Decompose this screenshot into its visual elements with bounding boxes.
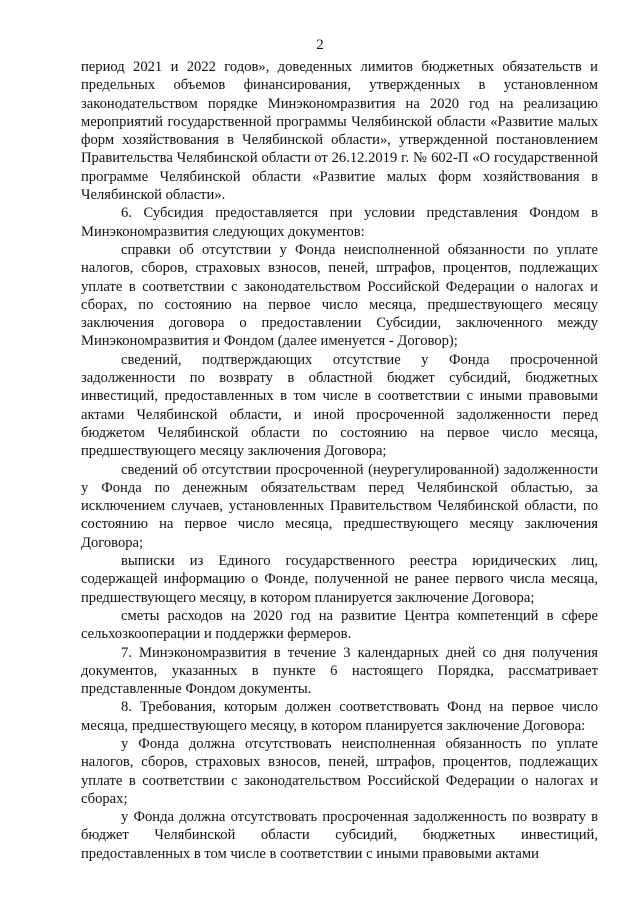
paragraph-expense-estimate: сметы расходов на 2020 год на развитие Центра компетенций в сфере сельхозкооперации и поддержки фермеров. bbox=[81, 607, 598, 643]
paragraph-item-7: 7. Минэкономразвития в течение 3 календарных дней со дня получения документов, указанных в пункте 6 настоящего Порядка, рассматривает представленные Фондом документы. bbox=[81, 644, 598, 698]
page-number: 2 bbox=[316, 37, 324, 53]
paragraph-budget-debt-requirement: у Фонда должна отсутствовать просроченная задолженность по возврату в бюджет Челябинской области субсидий, бюджетных инвестиций, предоставленных в том числе в соответствии с иными правовыми актами bbox=[81, 809, 598, 862]
paragraph-continuation: период 2021 и 2022 годов», доведенных лимитов бюджетных обязательств и предельных объемов финансирования, утвержденных в установленном законодательством порядке Минэкономразвития на 2020 год на реализацию мероприятий государственной программы Челябинской области «Развитие малых форм хозяйствования в Челябинской области», утвержденной постановлением Правительства Челябинской области от 26.12.2019 г. № 602-П «О государственной программе Челябинской области «Развитие малых форм хозяйствования в Челябинской области». bbox=[81, 59, 598, 204]
paragraph-item-6: 6. Субсидия предоставляется при условии представления Фондом в Минэкономразвития следующих документов: bbox=[81, 205, 598, 240]
paragraph-budget-debt-info: сведений, подтверждающих отсутствие у Фонда просроченной задолженности по возврату в областной бюджет субсидий, бюджетных инвестиций, предоставленных в том числе в соответствии с иными правовыми актами Челябинской области, и иной просроченной задолженности перед бюджетом Челябинской области по состоянию на первое число месяца, предшествующего месяцу заключения Договора; bbox=[81, 351, 598, 460]
paragraph-registry-extract: выписки из Единого государственного реестра юридических лиц, содержащей информацию о Фонде, полученной не ранее первого числа месяца, предшествующего месяцу, в котором планируется заключение Договора; bbox=[81, 553, 598, 606]
paragraph-monetary-debt-info: сведений об отсутствии просроченной (неурегулированной) задолженности у Фонда по денежным обязательствам перед Челябинской областью, за исключением случаев, установленных Правительством Челябинской области, по состоянию на первое число месяца, предшествующего месяцу заключения Договора; bbox=[81, 461, 598, 551]
document-body bbox=[81, 58, 598, 863]
paragraph-item-8: 8. Требования, которым должен соответствовать Фонд на первое число месяца, предшествующего месяцу, в котором планируется заключение Договора: bbox=[81, 699, 598, 734]
paragraph-tax-requirement: у Фонда должна отсутствовать неисполненная обязанность по уплате налогов, сборов, страховых взносов, пеней, штрафов, процентов, подлежащих уплате в соответствии с законодательством Российской Федерации о налогах и сборах; bbox=[81, 735, 598, 807]
paragraph-tax-certificate: справки об отсутствии у Фонда неисполненной обязанности по уплате налогов, сборов, страховых взносов, пеней, штрафов, процентов, подлежащих уплате в соответствии с законодательством Российской Федерации о налогах и сборах, по состоянию на первое число месяца, предшествующего месяцу заключения договора о предоставлении Субсидии, заключенного между Минэкономразвития и Фондом (далее именуется - Договор); bbox=[81, 241, 598, 350]
